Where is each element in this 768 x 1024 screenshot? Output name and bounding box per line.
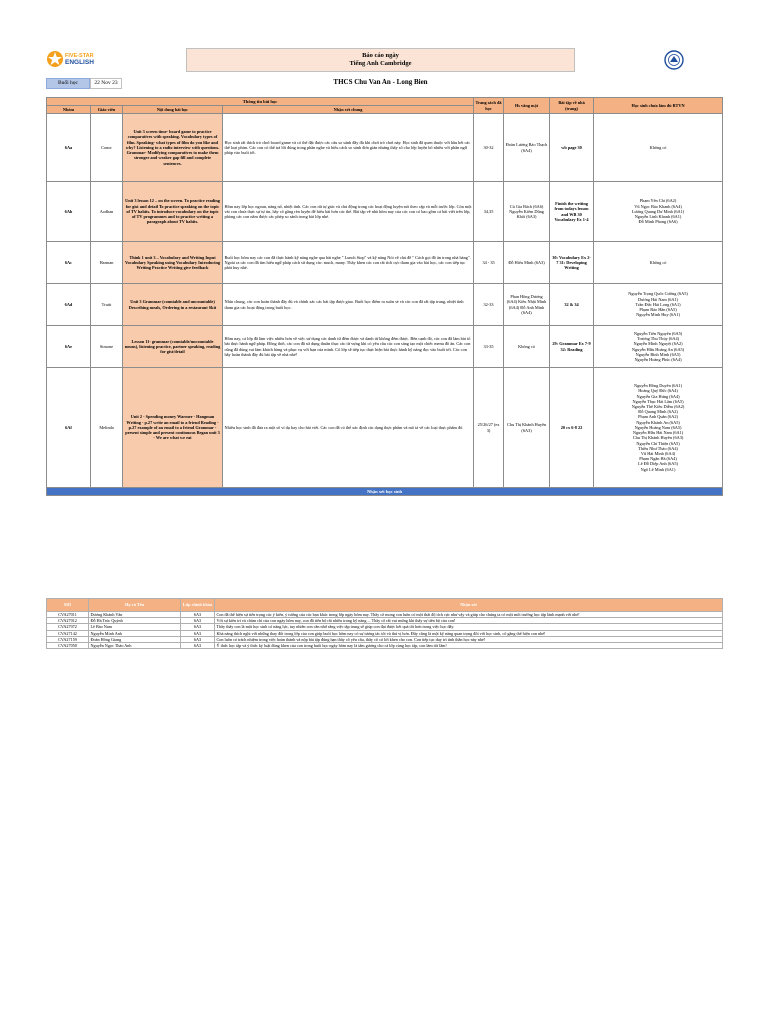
student-name-item: Nguyễn Trọng Quốc Cường (6A5)	[628, 291, 688, 297]
student-name-item: Nguyễn Hồng Duyên (6A1)	[633, 383, 683, 389]
homework-cell: Finish the writing from todays lesson and WB 30 Vocabulary Ex 1-4	[550, 182, 594, 242]
lesson-content-cell: Think 1 unit 3 – Vocabulary and Writing Input Vocabulary Speaking using Vocabulary Introducing Writing Practice Writing give feedback	[123, 242, 223, 284]
student-name-item: Hoàng Quý Đức (6A4)	[638, 388, 678, 394]
class-cell: 6A3	[181, 618, 215, 624]
pages-cell: 30-32	[474, 114, 504, 182]
col-lesson: Nội dung bài học	[123, 106, 223, 114]
not-done-cell	[594, 242, 723, 284]
session-date-value: 22 Nov 23	[90, 78, 122, 89]
student-name-item: Nguyễn Hữu Hải Nam (6A1)	[632, 430, 684, 436]
lesson-row	[47, 326, 723, 368]
lesson-report-table	[46, 97, 723, 496]
student-name-cell: Dương Khánh Vân	[89, 612, 181, 618]
homework-cell: 20 cx 6-8 22	[550, 368, 594, 488]
lesson-content-cell: Unit 3 lesson 12 – on the screen. To practice reading for gist and detail To practice speaking on the topic of TV habits. To introduce vocabulary on the topic of TV programmes and to practice writing a paragraph about TV habits.	[123, 182, 223, 242]
student-rows	[47, 612, 723, 649]
general-comment-cell: Buổi học hôm nay các con đã thực hành kỹ năng nghe qua bài nghe " Lunch Stop" và kỹ năng Nói về chủ đề " Cách gọi đồ ăn trong nhà hàng". Ngoài ra các con đã tìm hiểu ngữ pháp cách sử dụng các: much, many. Thầy khen các con rất tích cực tham gia vào bài học, các con tiếp tục phát huy nhé.	[223, 242, 474, 284]
pages-cell: 25/26/27 (ex 3)	[474, 368, 504, 488]
student-name-item: Trần Đức Hải Long (6A1)	[635, 301, 681, 307]
student-name-item: Nguyễn Linh Khanh (6A1)	[634, 214, 682, 220]
report-title	[186, 48, 575, 72]
absent-cell: Không có	[504, 326, 550, 368]
student-comment-cell: Con đã thể hiện sự tiến trọng các ý kiến, ý tưởng của các bạn khác trong lớp ngày hôm nay. Thầy cô mong con luôn có một thái độ tích cực như vậy và giúp cho chúng ta có một môi trường học tập lành mạnh với nhé!	[215, 612, 723, 618]
pages-cell: 34 - 35	[474, 242, 504, 284]
student-name-cell: Đỗ Hà Trúc Quỳnh	[89, 618, 181, 624]
student-name-item: Trương Thu Thủy (6A4)	[636, 336, 680, 342]
student-name-item: Dương Hải Nam (6A1)	[638, 296, 679, 302]
not-done-cell	[594, 114, 723, 182]
student-name-cell: Nguyễn Minh Anh	[89, 630, 181, 636]
general-comment-cell: Nhiều học sinh đã đưa ra một số ví dụ hay cho bài viết. Các con đã có thể xác định các dạng thực phẩm và mô tả về các loại thực phẩm đó.	[223, 368, 474, 488]
general-comment-cell: Hôm nay, cả lớp đã làm việc nhiều hơn về việc sử dụng các danh từ đếm được và danh từ không đếm được. Bên cạnh đó, các con đã làm bài tổ bài thực hành ngữ pháp. Đồng thời, các con đã sử dụng thuần thục các từ vựng khi có yêu cầu các con sáng tạo một chiếc menu đồ ăn. Các con cũng đã dùng vai làm khách hàng và phục vụ với bạn của mình. Cô lớp sẽ tiếp tục thực hiện bài thực hành kỹ năng đọc vào buổi tới. Các con hãy hoàn thành đầy đủ bài tập về nhà nhé!	[223, 326, 474, 368]
student-comments-banner: Nhận xét học sinh	[47, 488, 723, 496]
not-done-cell	[594, 182, 723, 242]
student-name-item: Lương Quang Dư Minh (6A1)	[631, 208, 685, 214]
lesson-content-cell: Unit 2 - Spending money Warmer - Hangman Writing - p.27 write an email to a friend Reading - p.27 example of an email to a friend Grammar - present simple and present continuous Began unit 3 - We are what we eat	[123, 368, 223, 488]
sid-cell: CVA27159	[47, 636, 89, 642]
lesson-content-cell: Unit 3 Grammar (countable and uncountable) Describing meals, Ordering in a restaurant Skit	[123, 284, 223, 326]
teacher-cell: Aodhan	[91, 182, 123, 242]
absent-cell: Phan Hồng Dương (6A4) Kiều Nhật Minh (6A4) Đỗ Anh Minh (6A4)	[504, 284, 550, 326]
student-name-item: Không có	[649, 144, 667, 150]
general-comment-cell: Nhìn chung, các con hoàn thành đầy đủ và chính xác các bài tập được giao. Buổi học điểm ra suôn sẻ và các con đã rất tập trung, nhiệt tình tham gia các hoạt động trong buổi học.	[223, 284, 474, 326]
col-absent: Hs vắng mặt	[504, 98, 550, 114]
student-name-item: Nguyễn Bình Minh (6A5)	[635, 351, 681, 357]
homework-cell: 30: Vocabulary Ex 2-7 31: Developing Writing	[550, 242, 594, 284]
student-name-item: Nguyễn Hữu Hoàng An (6A5)	[631, 346, 685, 352]
class-cell: 6A3	[181, 612, 215, 618]
student-name-item: Phạm Anh Quân (6A2)	[638, 414, 678, 420]
session-date-row	[46, 78, 122, 89]
sid-cell: CVA27011	[47, 612, 89, 618]
student-name-item: Phạm Bảo Hân (6A5)	[639, 307, 677, 313]
teacher-cell: Harman	[91, 242, 123, 284]
group-cell: 6Ae	[47, 326, 91, 368]
group-cell: 6Ac	[47, 242, 91, 284]
not-done-cell	[594, 284, 723, 326]
svg-text:FIVE-STAR: FIVE-STAR	[65, 53, 94, 59]
lesson-row	[47, 114, 723, 182]
student-name-cell: Nguyễn Ngọc Thảo Anh	[89, 643, 181, 649]
student-name-item: Nguyễn Khánh An (6A5)	[636, 419, 680, 425]
col-student-name: Họ và Tên	[89, 599, 181, 612]
student-name-item: Chu Thị Khánh Huyền (6A3)	[632, 435, 684, 441]
student-name-item: Nguyễn Hoàng Phúc (6A4)	[634, 356, 682, 362]
student-comment-cell: Con luôn có trách nhiệm trong việc hoàn thành và nộp bài tập đúng hạn thầy cô yêu cầu, thầy cô có lời khen cho con. Con tiếp tục duy trì tinh thần học này nhé!	[215, 636, 723, 642]
teacher-cell: Melinda	[91, 368, 123, 488]
student-name-item: Lê Đỗ Diệp Anh (6A5)	[638, 461, 678, 467]
homework-cell: wb page 30	[550, 114, 594, 182]
student-comment-cell: Ý thức học tập và ý thức kỷ luật đúng khen của con trong buổi học ngày hôm nay là tấm gương cho cả lớp cùng học tập, con làm tốt lắm!	[215, 643, 723, 649]
student-name-item: Không có	[649, 259, 667, 265]
teacher-cell: Simone	[91, 326, 123, 368]
pages-cell: 32-33	[474, 284, 504, 326]
col-comment: Nhận xét chung	[223, 106, 474, 114]
report-title-line1: Báo cáo ngày	[362, 52, 399, 59]
student-name-item: Nguyễn Minh Nguyệt (6A2)	[633, 341, 683, 347]
absent-cell: Đỗ Hiểu Minh (6A3)	[504, 242, 550, 284]
class-cell: 6A3	[181, 643, 215, 649]
student-name-item: Đỗ Quang Minh (6A2)	[638, 409, 678, 415]
student-comment-cell: Thầy thấy con là một học sinh có năng lực, tuy nhiên con cần nhớ rằng việc tập trung sẽ giúp con đạt được kết quả tốt hơn trong việc học đấy.	[215, 624, 723, 630]
group-cell: 6Ad	[47, 284, 91, 326]
school-seal-icon	[664, 50, 684, 70]
student-name-item: Nguyễn Tiến Nguyên (6A5)	[633, 330, 683, 336]
student-name-cell: Lê Bảo Nam	[89, 624, 181, 630]
sid-cell: CVA27012	[47, 618, 89, 624]
lesson-rows	[47, 114, 723, 488]
col-student-comment: Nhận xét	[215, 599, 723, 612]
five-star-english-logo	[46, 48, 98, 70]
group-cell: 6Af	[47, 368, 91, 488]
session-date-label: Buổi học	[46, 78, 90, 89]
general-comment-cell: Học sinh rất thích trò chơi board game và có thể đặt được các câu so sánh đầy đủ khi chơi trò chơi này. Học sinh đã quen thuộc với hầu hết các thể loại phim. Các con có thể trả lời đúng trong phần nghe và hiểu cách so sánh đơn giản nhưng thấy số cho lớp luyện bổ nhiều với phần ngữ pháp vào buổi tới.	[223, 114, 474, 182]
class-cell: 6A3	[181, 636, 215, 642]
not-done-cell	[594, 368, 723, 488]
pages-cell: 33-35	[474, 326, 504, 368]
group-cell: 6Aa	[47, 114, 91, 182]
student-comments-table	[46, 598, 723, 649]
homework-cell: 29: Grammar Ex 7-9 32: Reading	[550, 326, 594, 368]
col-homework: Bài tập về nhà (trang)	[550, 98, 594, 114]
lesson-content-cell: Unit 3 screen time- board game to practice comparatives with speaking. Vocabulary types of film. Speaking- what types of film do you like and why? Listening to a radio interview with questions. Grammar- Modifying comparatives to make them stronger and weaker gap fill and complete sentences.	[123, 114, 223, 182]
sid-cell: CVA27072	[47, 624, 89, 630]
pages-cell: 34,35	[474, 182, 504, 242]
sid-cell: CVA27050	[47, 643, 89, 649]
student-name-item: Ngô Lê Minh (6A1)	[640, 466, 676, 472]
col-teacher: Giáo viên	[91, 106, 123, 114]
absent-cell: Chu Thị Khánh Huyền (6A3)	[504, 368, 550, 488]
col-not-done: Học sinh chưa làm đủ BTVN	[594, 98, 723, 114]
col-group: Nhóm	[47, 106, 91, 114]
absent-cell: Đoàn Lương Bảo Thạch (6A4)	[504, 114, 550, 182]
absent-cell: Cù Gia Bách (6A6) Nguyễn Kiêm Dũng Khôi (6A3)	[504, 182, 550, 242]
teacher-cell: Truitt	[91, 284, 123, 326]
student-name-item: Nguyễn Minh Huy (6A1)	[636, 312, 680, 318]
general-comment-cell: Hôm nay lớp học ngoan, năng nổ, nhiệt tình. Các con rất tự giác và chủ động trong các hoạt động luyện nói theo cặp và mỗi trước lớp. Còn một vài con chưa thực sự tự tin, hãy cố gắng rèn luyện để hiểu bài hơn các thể. Bài tập về nhà hôm nay của các con có bao gồm cả bài viết trên lớp, phòng các con nắm được các phép so sánh trong bài lớp nhé.	[223, 182, 474, 242]
not-done-cell	[594, 326, 723, 368]
student-name-item: Nguyễn Thục Hải Lâm (6A5)	[632, 398, 684, 404]
school-name: THCS Chu Van An - Long Bien	[333, 78, 428, 86]
student-name-cell: Đoàn Hồng Giang	[89, 636, 181, 642]
student-comment-cell: Khả năng thích nghi với những thay đổi trong lớp của con giúp buổi học hôm nay có sự tương tác tốt và thú vị hơn. Đây cũng là một kỹ năng quan trọng đối với học sinh, cố gắng thể hiện con nhé!	[215, 630, 723, 636]
lesson-content-cell: Lesson 11- grammar (countable/uncountable nouns), listening practice, partner speaking, reading for gist/detail	[123, 326, 223, 368]
student-name-item: Phạm Yến Chi (6A2)	[639, 198, 677, 204]
lesson-row	[47, 182, 723, 242]
lesson-row	[47, 242, 723, 284]
class-cell: 6A3	[181, 624, 215, 630]
student-comment-cell: Với sự kiên trì và chăm chỉ của con ngày hôm nay, con đã tiến bộ rất nhiều trong kỹ năng ... Thầy cô rất vui mừng khi thấy sự tiến bộ của con!	[215, 618, 723, 624]
report-title-line2: Tiếng Anh Cambridge	[349, 60, 412, 67]
lesson-row	[47, 284, 723, 326]
teacher-cell: Conor	[91, 114, 123, 182]
lesson-row	[47, 368, 723, 488]
student-name-item: Vũ Ngọc Bảo Khanh (6A4)	[634, 203, 682, 209]
student-name-item: Nguyễn Gia Hưng (6A4)	[636, 393, 680, 399]
svg-text:ENGLISH: ENGLISH	[65, 59, 94, 66]
col-pages: Trang sách đã học	[474, 98, 504, 114]
col-main-class: Lớp chính khóa	[181, 599, 215, 612]
student-name-item: Đỗ Minh Phong (6A6)	[638, 219, 678, 225]
student-name-item: Nguyễn Hoàng Nam (6A5)	[634, 424, 682, 430]
student-name-item: Nguyễn Thế Kiều Diễm (6A2)	[631, 404, 685, 410]
student-name-item: Thiều Như Thảo (6A4)	[638, 445, 678, 451]
student-name-item: Phạm Ngân Hà (6A4)	[639, 456, 677, 462]
homework-cell: 32 & 34	[550, 284, 594, 326]
student-row	[47, 643, 723, 649]
student-name-item: Vũ Hải Minh (6A4)	[640, 450, 676, 456]
lesson-info-group-header: Thông tin bài học	[47, 98, 474, 106]
sid-cell: CVA27142	[47, 630, 89, 636]
group-cell: 6Ab	[47, 182, 91, 242]
class-cell: 6A3	[181, 630, 215, 636]
student-name-item: Nguyễn Chí Thiện (6A5)	[636, 440, 680, 446]
col-sid: SID	[47, 599, 89, 612]
